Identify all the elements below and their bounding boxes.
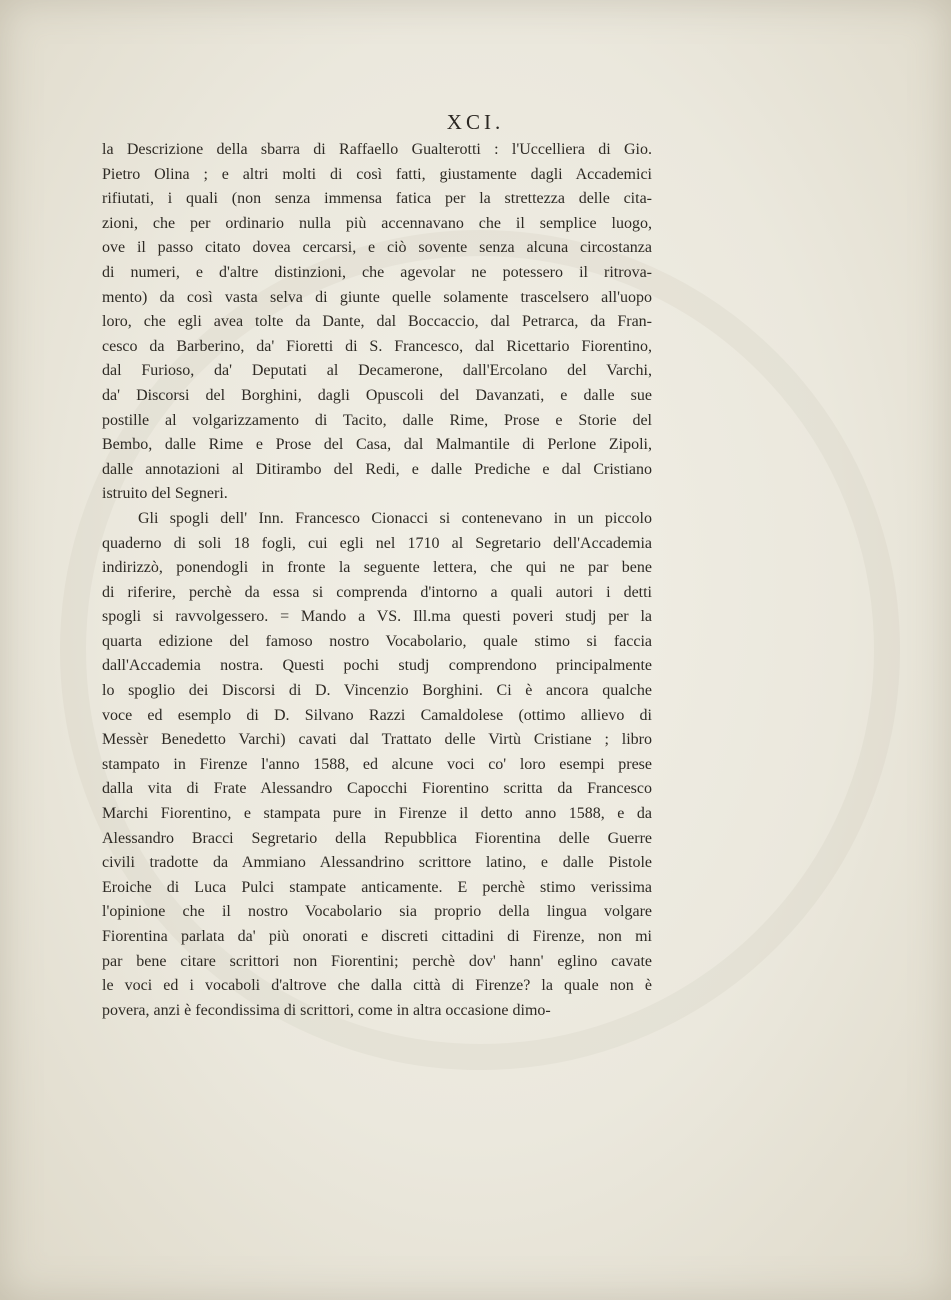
text-line: Marchi Fiorentino, e stampata pure in Firenze il detto anno 1588, e da — [102, 805, 652, 823]
text-line: dalla vita di Frate Alessandro Capocchi Fiorentino scritta da Francesco — [102, 780, 652, 798]
text-line: quarta edizione del famoso nostro Vocabolario, quale stimo si faccia — [102, 632, 652, 650]
text-line: stampato in Firenze l'anno 1588, ed alcune voci co' loro esempi prese — [102, 755, 652, 773]
page-number-header: XCI. — [446, 110, 505, 134]
text-line: Fiorentina parlata da' più onorati e discreti cittadini di Firenze, non mi — [102, 928, 652, 945]
text-line: cesco da Barberino, da' Fioretti di S. Francesco, dal Ricettario Fiorentino, — [102, 337, 652, 355]
text-line: civili tradotte da Ammiano Alessandrino scrittore latino, e dalle Pistole — [102, 854, 652, 872]
text-line: da' Discorsi del Borghini, dagli Opuscoli del Davanzati, e dalle sue — [102, 386, 652, 404]
text-line: di numeri, e d'altre distinzioni, che agevolar ne potessero il ritrova- — [102, 263, 652, 281]
paragraph — [102, 507, 652, 1023]
text-line: la Descrizione della sbarra di Raffaello Gualterotti : l'Uccelliera di Gio. — [102, 141, 652, 158]
text-line: par bene citare scrittori non Fiorentini; perchè dov' hann' eglino cavate — [102, 952, 652, 970]
text-line: ove il passo citato dovea cercarsi, e ciò sovente senza alcuna circostanza — [102, 239, 652, 257]
paragraph — [102, 138, 652, 507]
text-line: indirizzò, ponendogli in fronte la seguente lettera, che qui ne par bene — [102, 559, 652, 577]
text-line: Alessandro Bracci Segretario della Repubblica Fiorentina delle Guerre — [102, 829, 652, 847]
text-line: Eroiche di Luca Pulci stampate anticamente. E perchè stimo verissima — [102, 878, 652, 896]
text-line: quaderno di soli 18 fogli, cui egli nel 1710 al Segretario dell'Accademia — [102, 534, 652, 552]
text-line: zioni, che per ordinario nulla più accennavano che il semplice luogo, — [102, 214, 652, 232]
text-line: l'opinione che il nostro Vocabolario sia proprio della lingua volgare — [102, 903, 652, 921]
text-line: Messèr Benedetto Varchi) cavati dal Trattato delle Virtù Cristiane ; libro — [102, 731, 652, 749]
text-line: istruito del Segneri. — [102, 485, 228, 503]
text-line: povera, anzi è fecondissima di scrittori, come in altra occasione dimo- — [102, 1001, 551, 1019]
text-line: loro, che egli avea tolte da Dante, dal Boccaccio, dal Petrarca, da Fran- — [102, 313, 652, 331]
text-line: dal Furioso, da' Deputati al Decamerone, dall'Ercolano del Varchi, — [102, 362, 652, 380]
text-line: rifiutati, i quali (non senza immensa fatica per la strettezza delle cita- — [102, 190, 652, 208]
text-line: spogli si ravvolgessero. = Mando a VS. Ill.ma questi poveri studj per la — [102, 608, 652, 626]
text-line: di riferire, perchè da essa si comprenda d'intorno a quali autori i detti — [102, 583, 652, 601]
text-line: le voci ed i vocaboli d'altrove che dalla città di Firenze? la quale non è — [102, 977, 652, 995]
text-line: lo spoglio dei Discorsi di D. Vincenzio Borghini. Ci è ancora qualche — [102, 682, 652, 700]
body-text — [102, 138, 652, 1023]
text-line: mento) da così vasta selva di giunte quelle solamente trascelsero all'uopo — [102, 288, 652, 306]
text-line: Pietro Olina ; e altri molti di così fatti, giustamente dagli Accademici — [102, 165, 652, 183]
text-line: voce ed esemplo di D. Silvano Razzi Camaldolese (ottimo allievo di — [102, 706, 652, 724]
text-line: postille al volgarizzamento di Tacito, dalle Rime, Prose e Storie del — [102, 411, 652, 429]
text-line: Bembo, dalle Rime e Prose del Casa, dal Malmantile di Perlone Zipoli, — [102, 436, 652, 454]
text-line: dall'Accademia nostra. Questi pochi studj comprendono principalmente — [102, 657, 652, 675]
text-line: Gli spogli dell' Inn. Francesco Cionacci si contenevano in un piccolo — [138, 509, 652, 527]
text-line: dalle annotazioni al Ditirambo del Redi, e dalle Prediche e dal Cristiano — [102, 460, 652, 478]
